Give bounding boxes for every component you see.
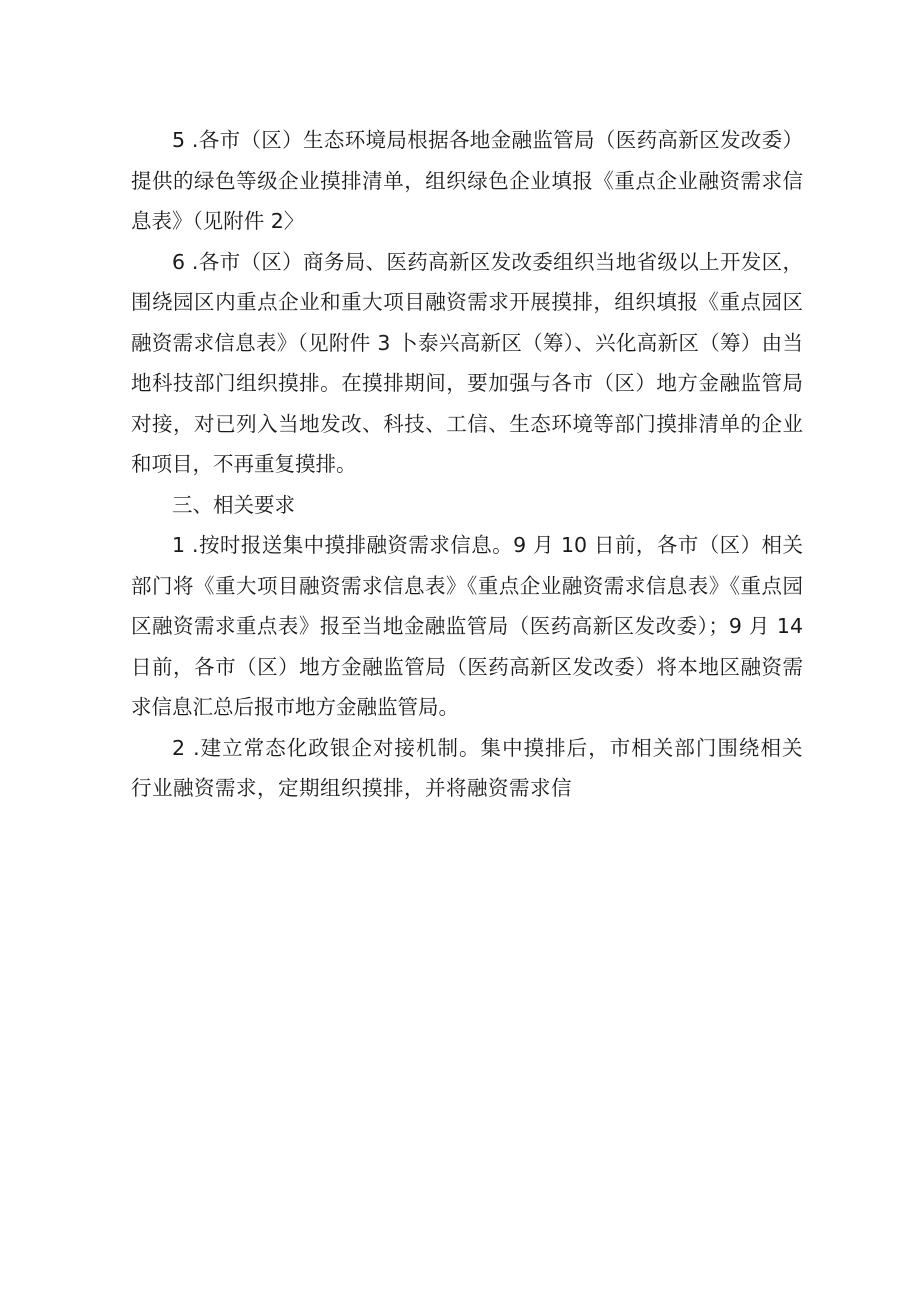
document-body: [131, 120, 803, 809]
requirement-item-1: 1 .按时报送集中摸排融资需求信息。9 月 10 日前，各市（区）相关部门将《重大项目融资需求信息表》《重点企业融资需求信息表》《重点园区融资需求重点表》报至当地金融监管局（医药高新区发改委）；9 月 14 日前，各市（区）地方金融监管局（医药高新区发改委）将本地区融资需求信息汇总后报市地方金融监管局。: [131, 533, 803, 719]
requirement-item-2: 2 .建立常态化政银企对接机制。集中摸排后，市相关部门围绕相关行业融资需求，定期组织摸排，并将融资需求信: [131, 735, 803, 800]
paragraph-item-6: 6 .各市（区）商务局、医药高新区发改委组织当地省级以上开发区，围绕园区内重点企业和重大项目融资需求开展摸排，组织填报《重点园区融资需求信息表》（见附件 3 卜泰兴高新区（筹）、兴化高新区（筹）由当地科技部门组织摸排。在摸排期间，要加强与各市（区）地方金融监管局对接，对已列入当地发改、科技、工信、生态环境等部门摸排清单的企业和项目，不再重复摸排。: [131, 249, 803, 476]
section-heading-requirements: 三、相关要求: [172, 492, 295, 517]
paragraph-item-5: 5 .各市（区）生态环境局根据各地金融监管局（医药高新区发改委）提供的绿色等级企业摸排清单，组织绿色企业填报《重点企业融资需求信息表》（见附件 2〉: [131, 128, 803, 233]
